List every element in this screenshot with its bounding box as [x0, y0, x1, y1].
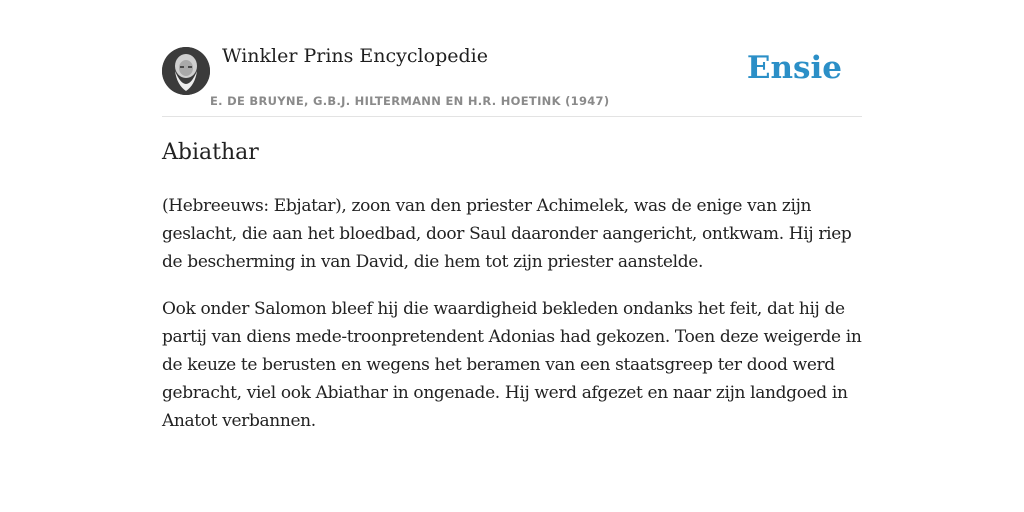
source-authors: E. DE BRUYNE, G.B.J. HILTERMANN EN H.R. HOETINK (1947) — [210, 94, 610, 108]
article-paragraph: (Hebreeuws: Ebjatar), zoon van den priester Achimelek, was de enige van zijn geslacht, die aan het bloedbad, door Saul daaronder aangericht, ontkwam. Hij riep de bescherming in van David, die hem tot zijn priester aanstelde. — [162, 196, 852, 272]
article-title: Abiathar — [162, 140, 259, 165]
portrait-icon — [162, 47, 210, 95]
source-header — [162, 40, 862, 117]
author-avatar[interactable] — [162, 47, 210, 95]
source-title[interactable]: Winkler Prins Encyclopedie — [222, 45, 488, 67]
article-body — [162, 192, 862, 454]
ensie-logo[interactable]: Ensie — [746, 50, 842, 86]
article-paragraph: Ook onder Salomon bleef hij die waardigheid bekleden ondanks het feit, dat hij de partij van diens mede-troonpretendent Adonias had gekozen. Toen deze weigerde in de keuze te berusten en wegens het beramen van een staatsgreep ter dood werd gebracht, viel ook Abiathar in ongenade. Hij werd afgezet en naar zijn landgoed in Anatot verbannen. — [162, 299, 862, 431]
